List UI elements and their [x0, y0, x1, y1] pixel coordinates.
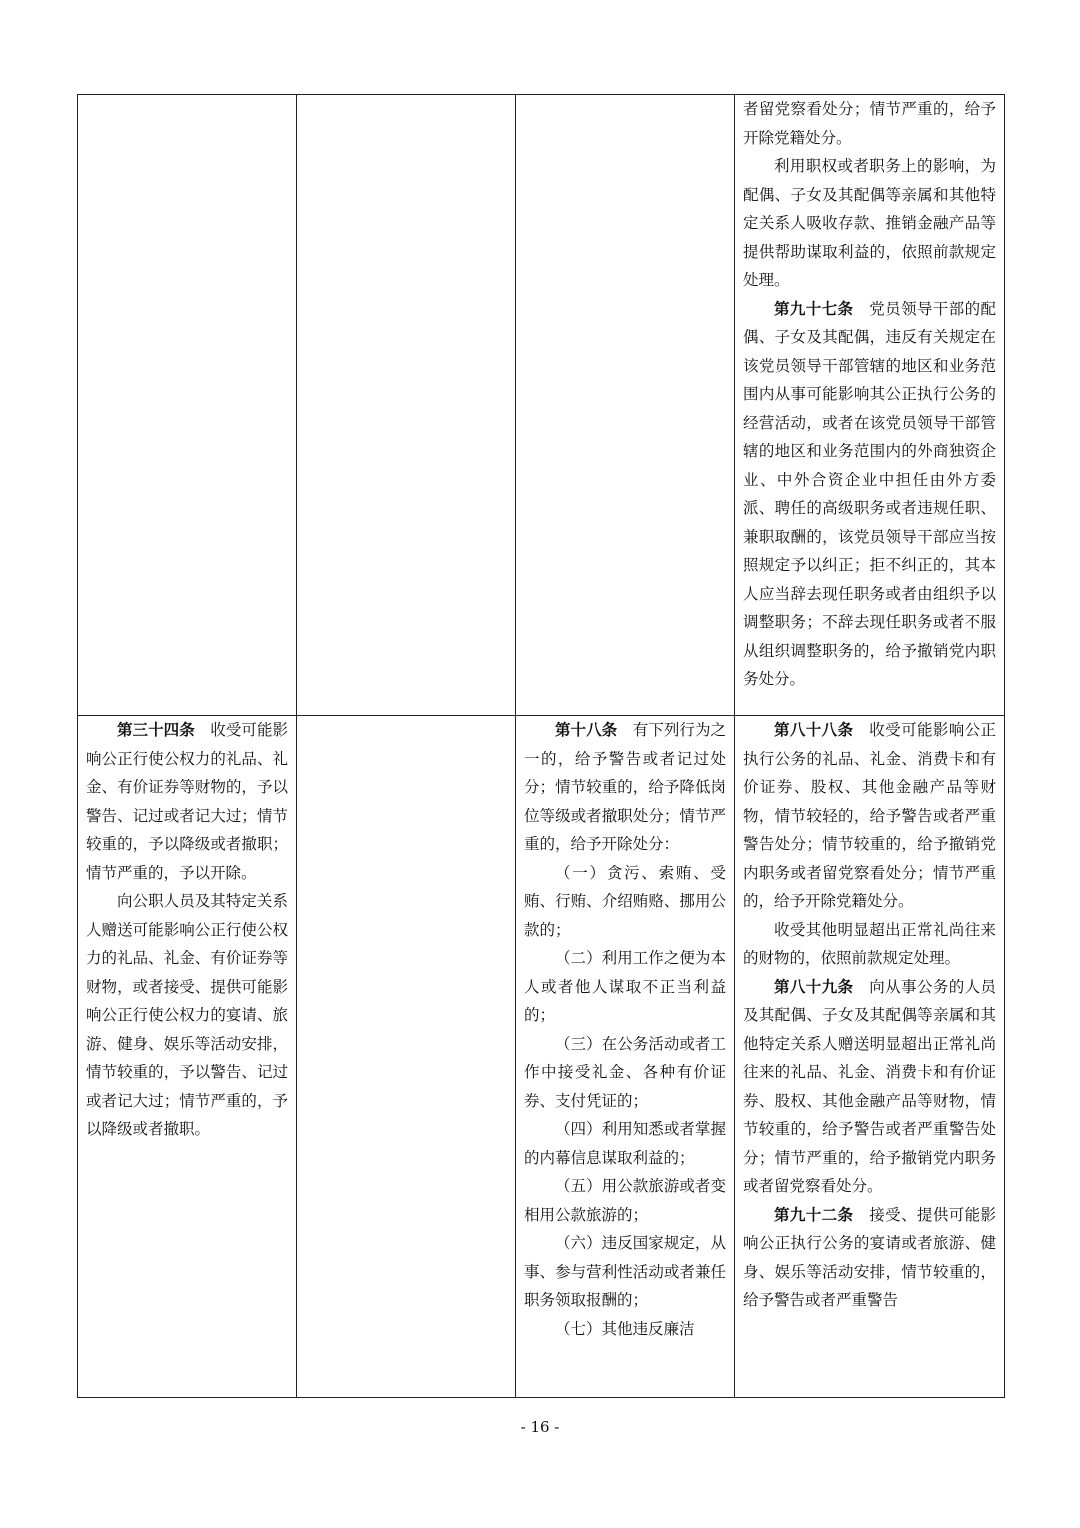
article-text: 接受、提供可能影响公正执行公务的宴请或者旅游、健身、娱乐等活动安排，情节较重的，给予警告或者严重警告 [743, 1205, 996, 1309]
list-item: （六）违反国家规定，从事、参与营利性活动或者兼任职务领取报酬的； [524, 1234, 726, 1309]
table-row [78, 95, 1005, 716]
article-text: 收受可能影响公正行使公权力的礼品、礼金、有价证券等财物的，予以警告、记过或者记大过；情节较重的，予以降级或者撤职；情节严重的，予以开除。 [86, 721, 288, 882]
paragraph: 利用职权或者职务上的影响，为配偶、子女及其配偶等亲属和其他特定关系人吸收存款、推销金融产品等提供帮助谋取利益的，依照前款规定处理。 [743, 157, 996, 289]
row2-col2-cell [297, 716, 516, 1398]
row1-col1-cell [78, 95, 297, 716]
article-text: 收受可能影响公正执行公务的礼品、礼金、消费卡和有价证券、股权、其他金融产品等财物，情节较轻的，给予警告或者严重警告处分；情节较重的，给予撤销党内职务或者留党察看处分；情节严重的，给予开除党籍处分。 [743, 721, 996, 910]
article-text: 有下列行为之一的，给予警告或者记过处分；情节较重的，给予降低岗位等级或者撤职处分；情节严重的，给予开除处分： [524, 721, 726, 853]
article-paragraph [743, 295, 996, 694]
list-item: （七）其他违反廉洁 [555, 1319, 695, 1338]
continued-paragraph: 者留党察看处分；情节严重的，给予开除党籍处分。 [743, 100, 996, 147]
row2-col4-cell [735, 716, 1005, 1398]
row1-col4-cell [735, 95, 1005, 716]
article-title: 第八十九条 [774, 976, 854, 996]
row2-col1-cell [78, 716, 297, 1398]
row1-col3-cell [516, 95, 735, 716]
list-item: （五）用公款旅游或者变相用公款旅游的； [524, 1177, 726, 1224]
article-text: 向从事公务的人员及其配偶、子女及其配偶等亲属和其他特定关系人赠送明显超出正常礼尚往来的礼品、礼金、消费卡和有价证券、股权、其他金融产品等财物，情节较重的，给予警告或者严重警告处分；情节严重的，给予撤销党内职务或者留党察看处分。 [743, 977, 996, 1195]
list-item: （二）利用工作之便为本人或者他人谋取不正当利益的； [524, 949, 726, 1024]
article-title: 第九十二条 [774, 1204, 854, 1224]
table-row [78, 716, 1005, 1398]
paragraph: 收受其他明显超出正常礼尚往来的财物的，依照前款规定处理。 [743, 920, 996, 967]
comparison-table [77, 94, 1005, 1398]
row2-col3-cell [516, 716, 735, 1398]
list-item: （一）贪污、索贿、受贿、行贿、介绍贿赂、挪用公款的； [524, 863, 726, 939]
list-item: （四）利用知悉或者掌握的内幕信息谋取利益的； [524, 1120, 726, 1167]
article-paragraph [86, 716, 288, 887]
row1-col2-cell [297, 95, 516, 716]
article-title: 第八十八条 [774, 720, 854, 739]
article-paragraph [743, 1201, 996, 1315]
article-title: 第九十七条 [774, 298, 854, 318]
article-title: 第十八条 [555, 720, 618, 739]
article-paragraph [524, 716, 726, 859]
article-text: 党员领导干部的配偶、子女及其配偶，违反有关规定在该党员领导干部管辖的地区和业务范围内从事可能影响其公正执行公务的经营活动，或者在该党员领导干部管辖的地区和业务范围内的外商独资企业、中外合资企业中担任由外方委派、聘任的高级职务或者违规任职、兼职取酬的，该党员领导干部应当按照规定予以纠正；拒不纠正的，其本人应当辞去现任职务或者由组织予以调整职务；不辞去现任职务或者不服从组织调整职务的，给予撤销党内职务处分。 [743, 299, 996, 688]
article-paragraph [743, 716, 996, 916]
page-number: - 16 - [520, 1418, 560, 1436]
list-item: （三）在公务活动或者工作中接受礼金、各种有价证券、支付凭证的； [524, 1034, 726, 1110]
article-paragraph [743, 973, 996, 1201]
paragraph: 向公职人员及其特定关系人赠送可能影响公正行使公权力的礼品、礼金、有价证券等财物，或者接受、提供可能影响公正行使公权力的宴请、旅游、健身、娱乐等活动安排，情节较重的，予以警告、记过或者记大过；情节严重的，予以降级或者撤职。 [86, 892, 288, 1138]
article-title: 第三十四条 [117, 720, 195, 739]
